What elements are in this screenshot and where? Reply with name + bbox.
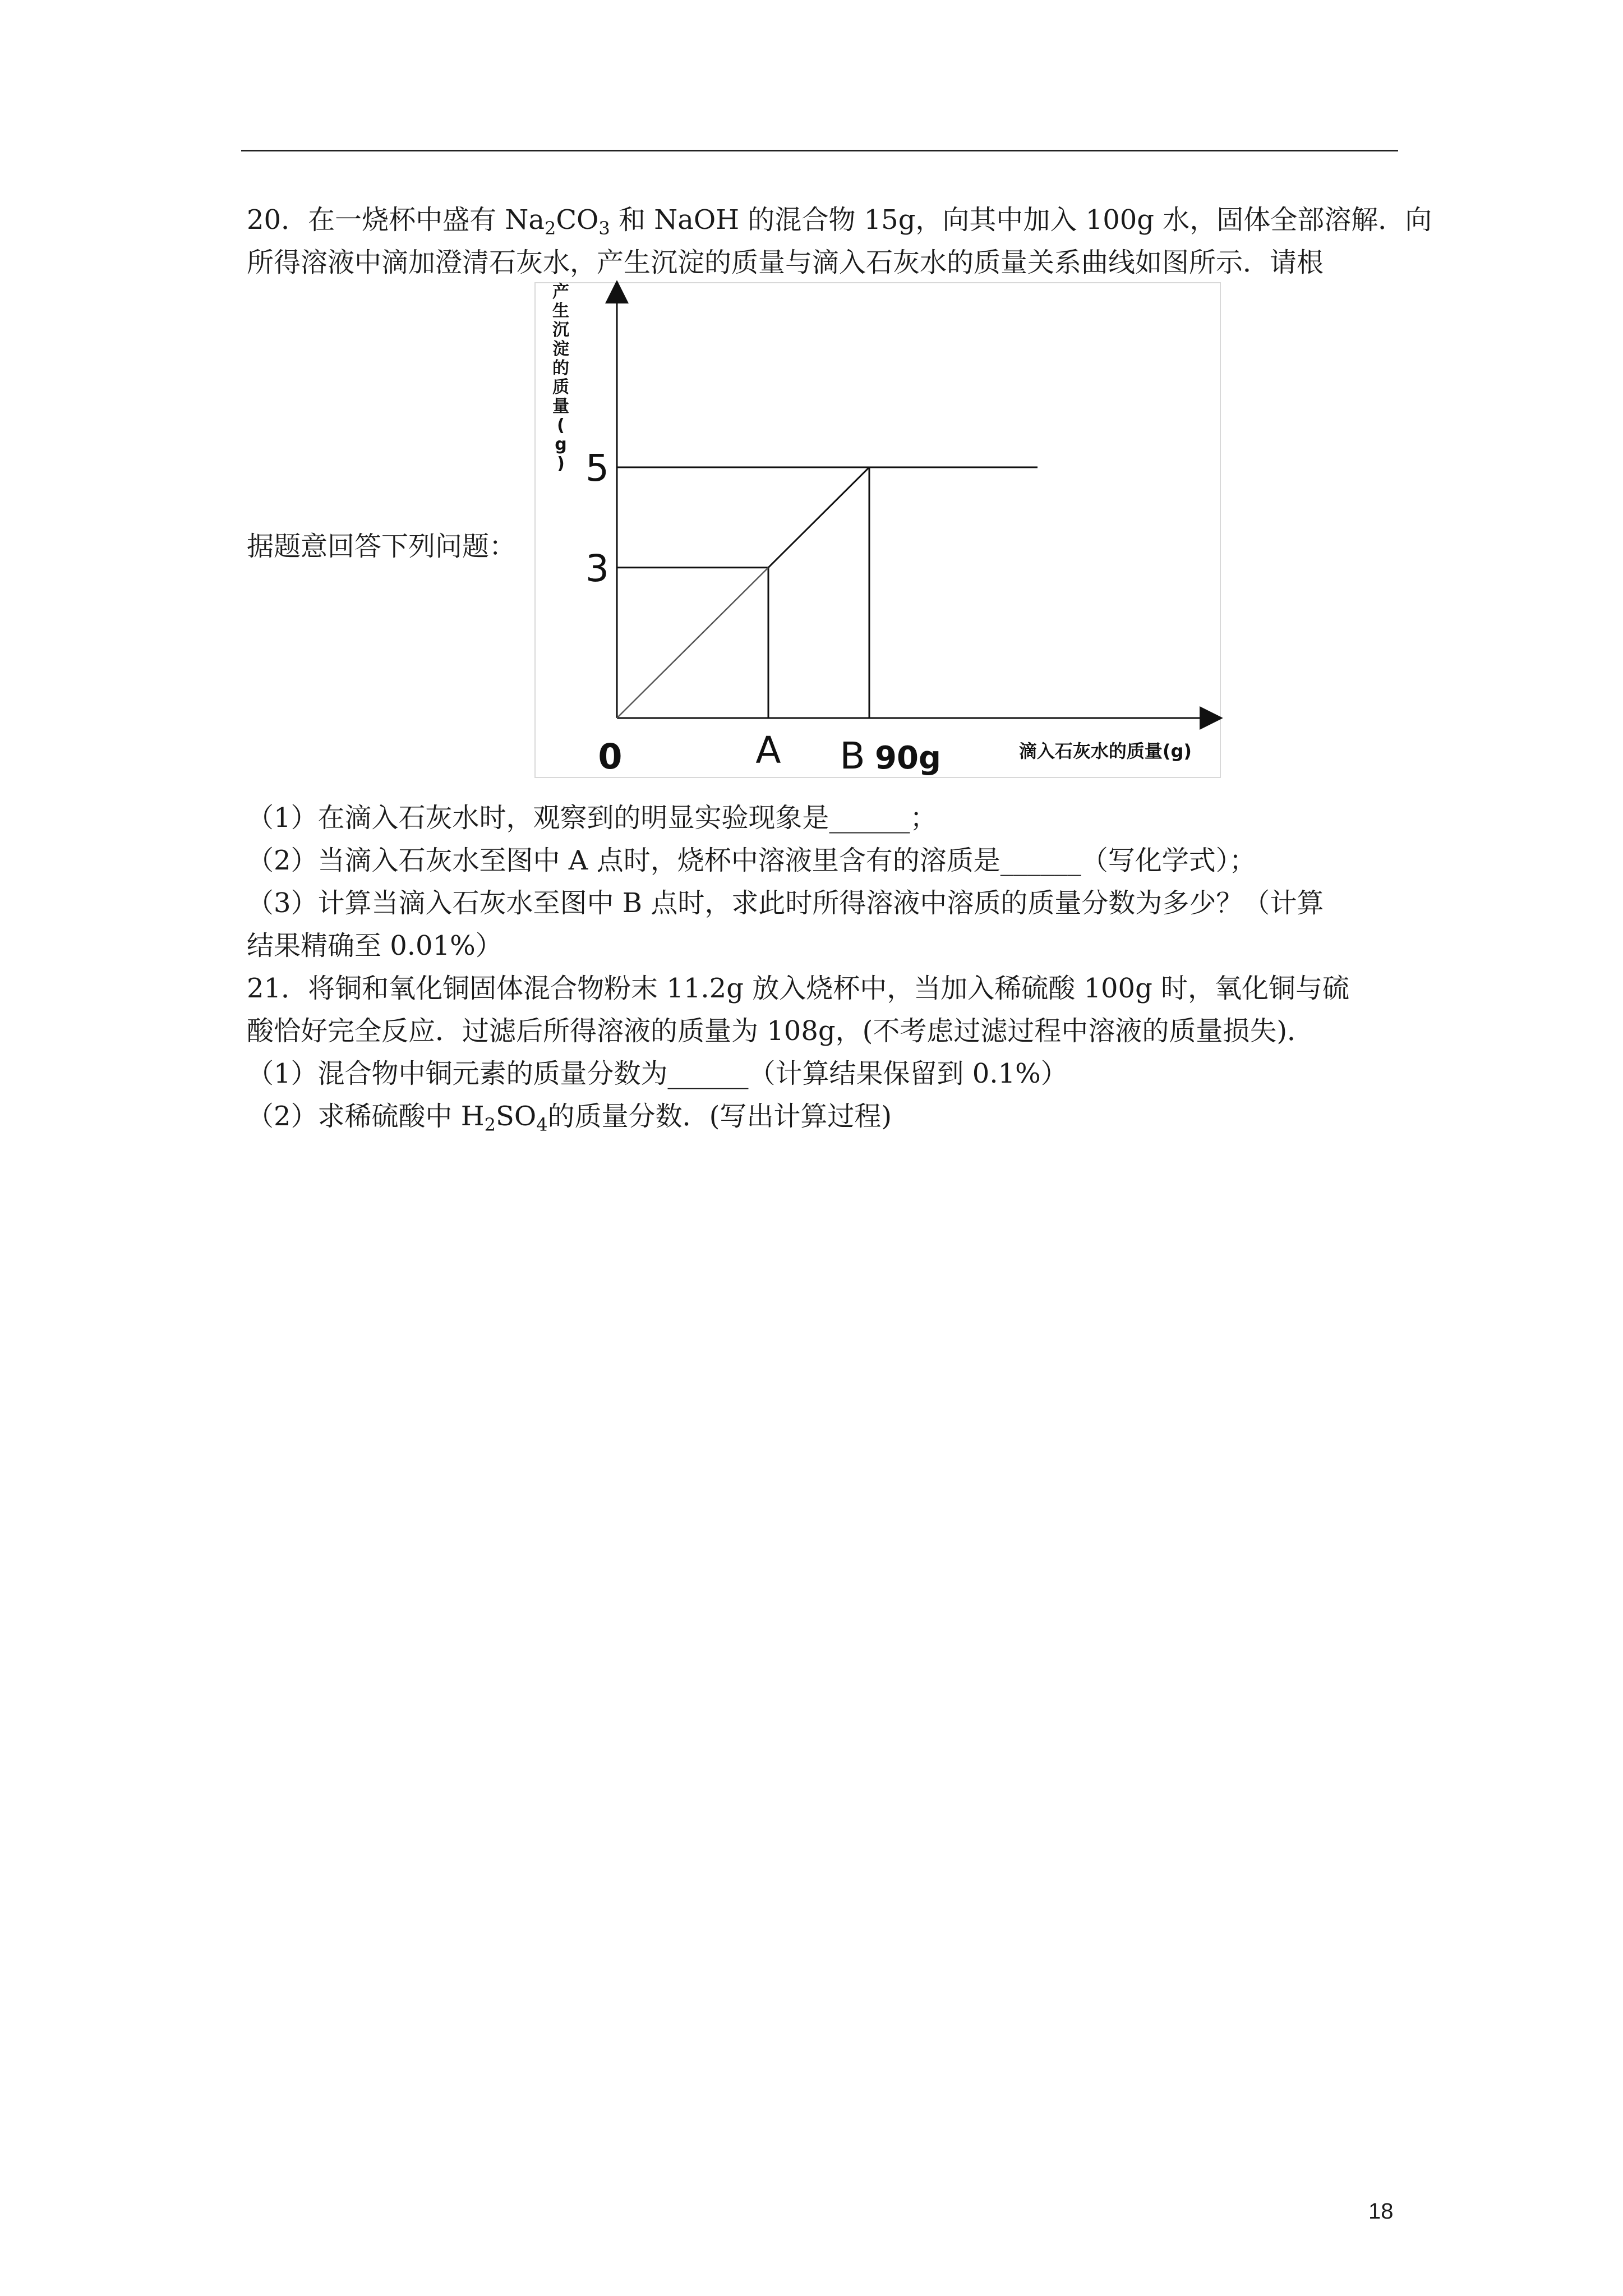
q20-line-1: 20．在一烧杯中盛有 $Na_2CO_3$ 和 NaOH 的混合物 15g，向其中加入 100g 水，固体全部溶解．向 bbox=[247, 204, 1432, 239]
y-axis-label bbox=[552, 282, 569, 473]
y-axis-label-char: 淀 bbox=[552, 339, 569, 359]
y-axis-label-char: g bbox=[555, 435, 567, 454]
x-axis-label: 滴入石灰水的质量(g) bbox=[1018, 740, 1192, 762]
y-axis-label-char: ( bbox=[557, 416, 565, 435]
y-axis-label-char: 生 bbox=[552, 301, 569, 321]
chart-frame bbox=[535, 283, 1220, 777]
series-segment-1 bbox=[617, 568, 768, 718]
q20-part-3b: 结果精确至 0.01%） bbox=[247, 930, 502, 961]
q21-line-1: 21．将铜和氧化铜固体混合物粉末 11.2g 放入烧杯中，当加入稀硫酸 100g 时，氧化铜与硫 bbox=[247, 973, 1350, 1004]
y-axis-label-char: 产 bbox=[552, 282, 569, 302]
origin-label: 0 bbox=[598, 736, 623, 777]
series-segment-2 bbox=[768, 467, 869, 568]
x-tick-label-b: B bbox=[840, 734, 865, 777]
y-axis-label-char: 沉 bbox=[552, 320, 569, 340]
y-tick-label-5: 5 bbox=[585, 446, 609, 490]
page-number: 18 bbox=[1368, 2199, 1394, 2224]
x-tick-label-a: A bbox=[755, 729, 781, 772]
y-axis-label-char: 质 bbox=[552, 378, 569, 397]
x-tick-label-90g: 90g bbox=[875, 740, 942, 776]
header-rule bbox=[241, 150, 1398, 151]
q21-line-2: 酸恰好完全反应．过滤后所得溶液的质量为 108g，(不考虑过滤过程中溶液的质量损失)． bbox=[247, 1015, 1315, 1047]
q20-line-3: 据题意回答下列问题： bbox=[247, 531, 517, 562]
q20-part-1: （1）在滴入石灰水时，观察到的明显实验现象是______； bbox=[247, 802, 937, 834]
q20-part-2: （2）当滴入石灰水至图中 A 点时，烧杯中溶液里含有的溶质是______（写化学式）； bbox=[247, 845, 1256, 876]
precipitate-chart bbox=[533, 280, 1223, 780]
q20-line-2: 所得溶液中滴加澄清石灰水，产生沉淀的质量与滴入石灰水的质量关系曲线如图所示．请根 bbox=[247, 247, 1324, 278]
y-axis-label-char: ) bbox=[557, 454, 565, 473]
q21-part-1: （1）混合物中铜元素的质量分数为______（计算结果保留到 0.1%） bbox=[247, 1058, 1068, 1089]
y-axis-label-char: 量 bbox=[552, 397, 569, 416]
q20-part-3a: （3）计算当滴入石灰水至图中 B 点时，求此时所得溶液中溶质的质量分数为多少？（计算 bbox=[247, 887, 1324, 919]
q21-part-2: （2）求稀硫酸中 $H_2SO_4$的质量分数．(写出计算过程) bbox=[247, 1101, 892, 1135]
y-axis-label-char: 的 bbox=[552, 358, 569, 378]
y-tick-label-3: 3 bbox=[585, 546, 609, 590]
